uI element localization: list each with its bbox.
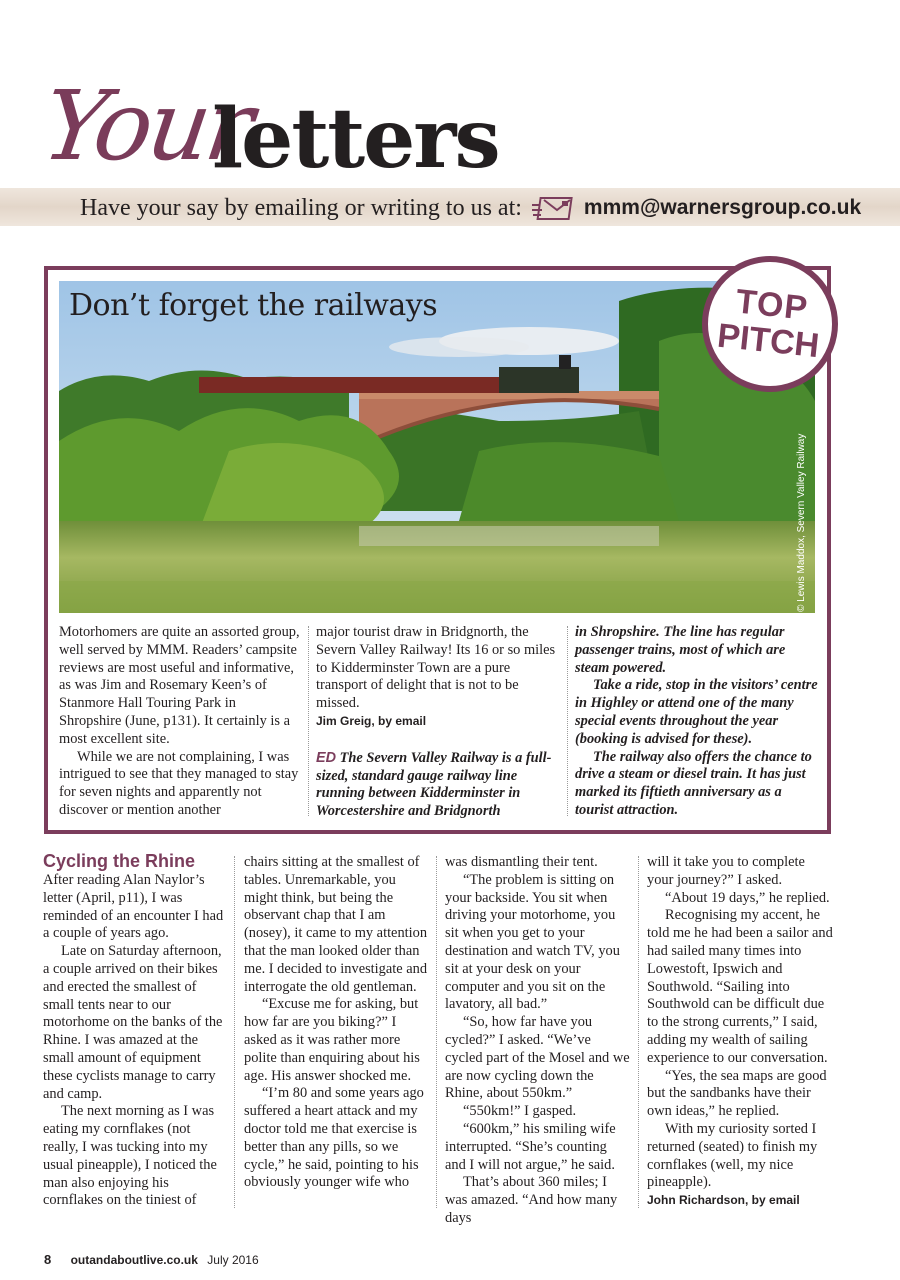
cycling-heading: Cycling the Rhine — [43, 851, 196, 871]
paragraph: “The problem is sitting on your backside. You sit when driving your motorhome, you sit when you get to your destination and watch TV, you sit at your desk on your computer and you sit on the lavatory, all bad.” — [445, 871, 620, 1013]
editor-reply — [316, 750, 562, 821]
paragraph: “Excuse me for asking, but how far are you biking?” I asked as it was rather more polite than enquiring about his age. His answer shocked me. — [244, 996, 420, 1084]
paragraph: “Yes, the sea maps are good but the sandbanks have their own ideas,” he replied. — [647, 1067, 827, 1120]
title-script-word: Your — [36, 70, 257, 182]
paragraph: “About 19 days,” he replied. — [665, 889, 830, 906]
paragraph: Take a ride, stop in the visitors’ centre in Highley or attend one of the many special events throughout the year (booking is advised for these). — [575, 677, 818, 747]
paragraph: While we are not complaining, I was intrigued to see that they managed to stay for seven nights and apparently not discover or mention another — [59, 748, 299, 818]
paragraph: Motorhomers are quite an assorted group, well served by MMM. Readers’ campsite reviews are most useful and informative, as was Jim and Rosemary Keen’s of Stanmore Hall Touring Park in Shropshire (June, p131). It certainly is a most excellent site. — [59, 624, 300, 747]
paragraph: major tourist draw in Bridgnorth, the Severn Valley Railway! Its 16 or so miles to Kidderminster Town are a pure transport of delight that is not to be missed. — [316, 624, 556, 712]
footer-site: outandaboutlive.co.uk — [70, 1253, 198, 1267]
paragraph: That’s about 360 miles; I was amazed. “And how many days — [445, 1174, 618, 1226]
page-number: 8 — [44, 1252, 52, 1267]
paragraph: “600km,” his smiling wife interrupted. “She’s counting and I will not argue,” he said. — [445, 1120, 616, 1173]
column-divider — [567, 626, 568, 816]
signature: John Richardson, by email — [647, 1193, 800, 1208]
feature-column-3 — [575, 624, 819, 820]
footer-date: July 2016 — [207, 1253, 259, 1267]
cycling-column-4 — [647, 854, 833, 1210]
cycling-column-2 — [244, 854, 428, 1192]
column-divider — [638, 856, 639, 1208]
paragraph: The railway also offers the chance to drive a steam or diesel train. It has just marked its fiftieth anniversary as a tourist attraction. — [575, 748, 812, 818]
envelope-icon — [532, 195, 574, 221]
paragraph: will it take you to complete your journey?” I asked. — [647, 854, 805, 888]
paragraph: was dismantling their tent. — [445, 854, 598, 870]
paragraph: The next morning as I was eating my cornflakes (not really, I was tucking into my usual pineapple), I noticed the man also enjoying his cornflakes on the tiniest of — [43, 1103, 217, 1209]
contact-text: Have your say by emailing or writing to us at: — [80, 194, 522, 221]
feature-title: Don’t forget the railways — [69, 288, 438, 323]
paragraph: “So, how far have you cycled?” I asked. “We’ve cycled part of the Mosel and we are now cycling down the Rhine, about 550km.” — [445, 1014, 630, 1102]
page-footer — [44, 1252, 259, 1267]
signature: Jim Greig, by email — [316, 713, 427, 728]
paragraph: “I’m 80 and some years ago suffered a heart attack and my doctor told me that exercise is better than any pills, so we cycle,” he said, pointing to his obviously younger wife who — [244, 1085, 424, 1191]
column-divider — [436, 856, 437, 1208]
photo-credit: © Lewis Maddox, Severn Valley Railway — [796, 433, 807, 612]
paragraph: After reading Alan Naylor’s letter (April, p11), I was reminded of an encounter I had a couple of years ago. — [43, 872, 224, 942]
feature-column-2 — [316, 624, 562, 821]
paragraph: in Shropshire. The line has regular passenger trains, most of which are steam powered. — [575, 624, 786, 676]
editor-label: ED — [316, 749, 336, 766]
paragraph: chairs sitting at the smallest of tables. Unremarkable, you might think, but being the observant chap that I am (nosey), it came to my attention that the man looked older than me. I decided to investigate and interrogate the old gentleman. — [244, 854, 428, 995]
badge-top-text: TOP — [734, 282, 810, 328]
contact-line — [80, 192, 861, 224]
editor-text: The Severn Valley Railway is a full-sized, standard gauge railway line running between Kidderminster in Worcestershire and Bridgnorth — [316, 749, 552, 820]
title-bold-word: letters — [212, 91, 499, 187]
paragraph: Recognising my accent, he told me he had been a sailor and had sailed many times into Lowestoft, Ipswich and Southwold. “Sailing into Southwold can be difficult due to the strong currents,” I said, adding my wealth of sailing experience to our conversation. — [647, 907, 833, 1066]
column-divider — [308, 626, 309, 816]
paragraph: With my curiosity sorted I returned (seated) to finish my cornflakes (well, my nice pineapple). — [647, 1120, 818, 1191]
feature-column-1 — [59, 624, 301, 820]
paragraph: Late on Saturday afternoon, a couple arrived on their bikes and erected the smallest of small tents near to our motorhome on the banks of the Rhine. I was amazed at the small amount of equipment these cyclists manage to carry and camp. — [43, 943, 223, 1102]
column-divider — [234, 856, 235, 1208]
cycling-column-3 — [445, 854, 631, 1228]
top-pitch-badge — [702, 256, 838, 392]
paragraph: “550km!” I gasped. — [463, 1103, 577, 1120]
badge-bottom-text: PITCH — [715, 316, 821, 366]
contact-email: mmm@warnersgroup.co.uk — [583, 196, 862, 219]
cycling-column-1 — [43, 850, 227, 1210]
